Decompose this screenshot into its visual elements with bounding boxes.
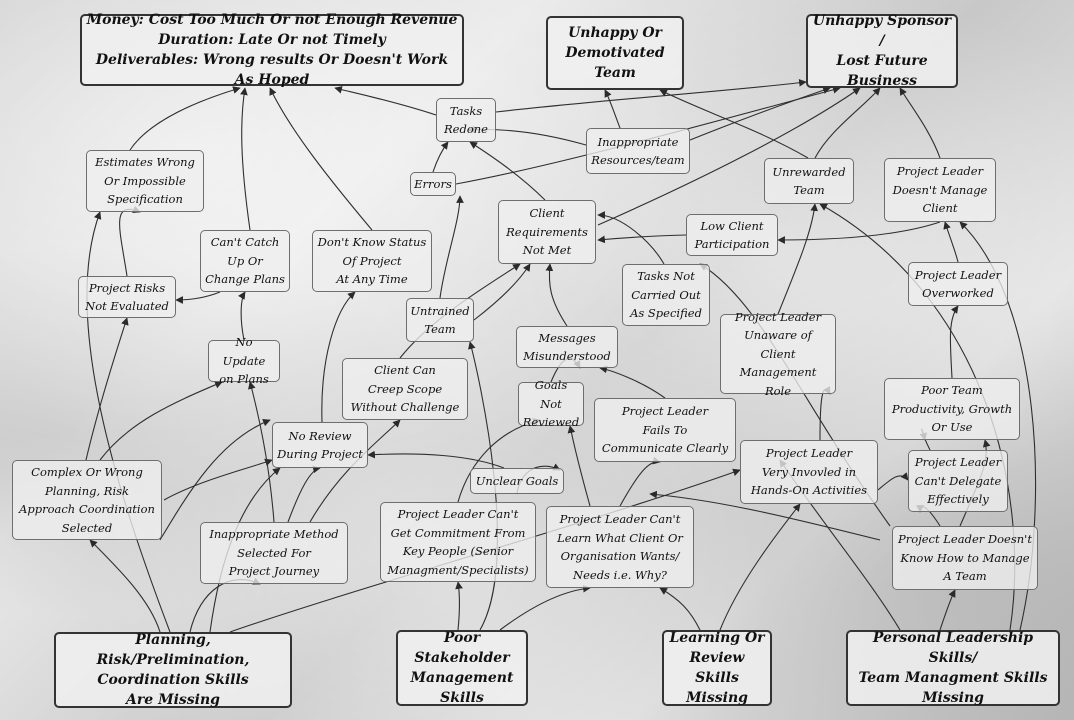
- connector-arrow: [470, 142, 545, 200]
- connector-arrow: [130, 88, 240, 150]
- node-tasks-redone: Tasks Redone: [436, 98, 496, 142]
- connector-arrow: [950, 306, 958, 378]
- node-poor-stakeholder: Poor Stakeholder Management Skills: [396, 630, 528, 706]
- node-tasks-not-carried: Tasks Not Carried Out As Specified: [622, 264, 710, 326]
- node-unhappy-sponsor: Unhappy Sponsor / Lost Future Business: [806, 14, 958, 88]
- node-pl-doesnt-know-team: Project Leader Doesn't Know How to Manage A Team: [892, 526, 1038, 590]
- connector-arrow: [176, 292, 220, 300]
- node-pl-fails-communicate: Project Leader Fails To Communicate Clearly: [594, 398, 736, 462]
- connector-arrow: [368, 454, 504, 468]
- node-no-update: No Update on Plans: [208, 340, 280, 382]
- node-messages-misunderstood: Messages Misunderstood: [516, 326, 618, 368]
- node-no-review: No Review During Project: [272, 422, 368, 468]
- node-pl-cant-learn: Project Leader Can't Learn What Client Or Organisation Wants/ Needs i.e. Why?: [546, 506, 694, 588]
- connector-arrow: [458, 582, 460, 630]
- connector-arrow: [86, 318, 127, 460]
- connector-arrow: [100, 382, 222, 460]
- connector-arrow: [90, 540, 160, 632]
- node-inappropriate-resources: Inappropriate Resources/team: [586, 128, 690, 174]
- connector-arrow: [549, 264, 567, 326]
- connector-arrow: [778, 204, 815, 314]
- node-money: Money: Cost Too Much Or not Enough Revenue Duration: Late Or not Timely Deliverables: Wrong results Or Doesn't Work As Hoped: [80, 14, 464, 86]
- node-untrained-team: Untrained Team: [406, 298, 474, 342]
- connector-arrow: [270, 88, 372, 230]
- node-estimates-wrong: Estimates Wrong Or Impossible Specification: [86, 150, 204, 212]
- node-cant-catch-up: Can't Catch Up Or Change Plans: [200, 230, 290, 292]
- node-client-req-not-met: Client Requirements Not Met: [498, 200, 596, 264]
- node-pl-overworked: Project Leader Overworked: [908, 262, 1008, 306]
- node-goals-not-reviewed: Goals Not Reviewed: [518, 382, 584, 426]
- connector-arrow: [500, 588, 590, 630]
- connector-arrow: [878, 476, 908, 490]
- connector-arrow: [778, 222, 940, 240]
- node-unclear-goals: Unclear Goals: [470, 468, 564, 494]
- connector-arrow: [440, 196, 460, 298]
- node-unhappy-team: Unhappy Or Demotivated Team: [546, 16, 684, 90]
- connector-arrow: [600, 368, 665, 398]
- node-planning-missing: Planning, Risk/Prelimination, Coordination Skills Are Missing: [54, 632, 292, 708]
- node-low-client-participation: Low Client Participation: [686, 214, 778, 256]
- node-pl-doesnt-manage-client: Project Leader Doesn't Manage Client: [884, 158, 996, 222]
- node-unrewarded-team: Unrewarded Team: [764, 158, 854, 204]
- connector-arrow: [433, 142, 448, 172]
- node-client-creep: Client Can Creep Scope Without Challenge: [342, 358, 468, 420]
- connector-arrow: [87, 212, 170, 632]
- connector-arrow: [605, 90, 620, 128]
- connector-arrow: [940, 590, 955, 630]
- node-complex-planning: Complex Or Wrong Planning, Risk Approach Coordination Selected: [12, 460, 162, 540]
- connector-arrow: [120, 209, 140, 276]
- connector-arrow: [945, 222, 958, 262]
- node-dont-know-status: Don't Know Status Of Project At Any Time: [312, 230, 432, 292]
- connector-arrow: [900, 88, 940, 158]
- node-leadership-missing: Personal Leadership Skills/ Team Managment Skills Missing: [846, 630, 1060, 706]
- connector-arrow: [720, 504, 800, 630]
- node-poor-productivity: Poor Team Productivity, Growth Or Use: [884, 378, 1020, 440]
- connector-arrow: [570, 426, 590, 506]
- node-pl-no-commitment: Project Leader Can't Get Commitment From Key People (Senior Managment/Specialists): [380, 502, 536, 582]
- node-pl-unaware: Project Leader Unaware of Client Management Role: [720, 314, 836, 394]
- node-pl-very-involved: Project Leader Very Invovled in Hands-On Activities: [740, 440, 878, 504]
- connector-arrow: [335, 88, 436, 115]
- connector-arrow: [474, 264, 530, 320]
- connector-arrow: [190, 580, 260, 632]
- node-project-risks: Project Risks Not Evaluated: [78, 276, 176, 318]
- node-errors: Errors: [410, 172, 456, 196]
- connector-arrow: [250, 382, 274, 522]
- node-inappropriate-method: Inappropriate Method Selected For Project Journey: [200, 522, 348, 584]
- connector-arrow: [815, 88, 880, 158]
- node-pl-cant-delegate: Project Leader Can't Delegate Effectively: [908, 450, 1008, 512]
- node-learning-missing: Learning Or Review Skills Missing: [662, 630, 772, 706]
- connector-arrow: [242, 88, 250, 230]
- connector-arrow: [660, 588, 700, 630]
